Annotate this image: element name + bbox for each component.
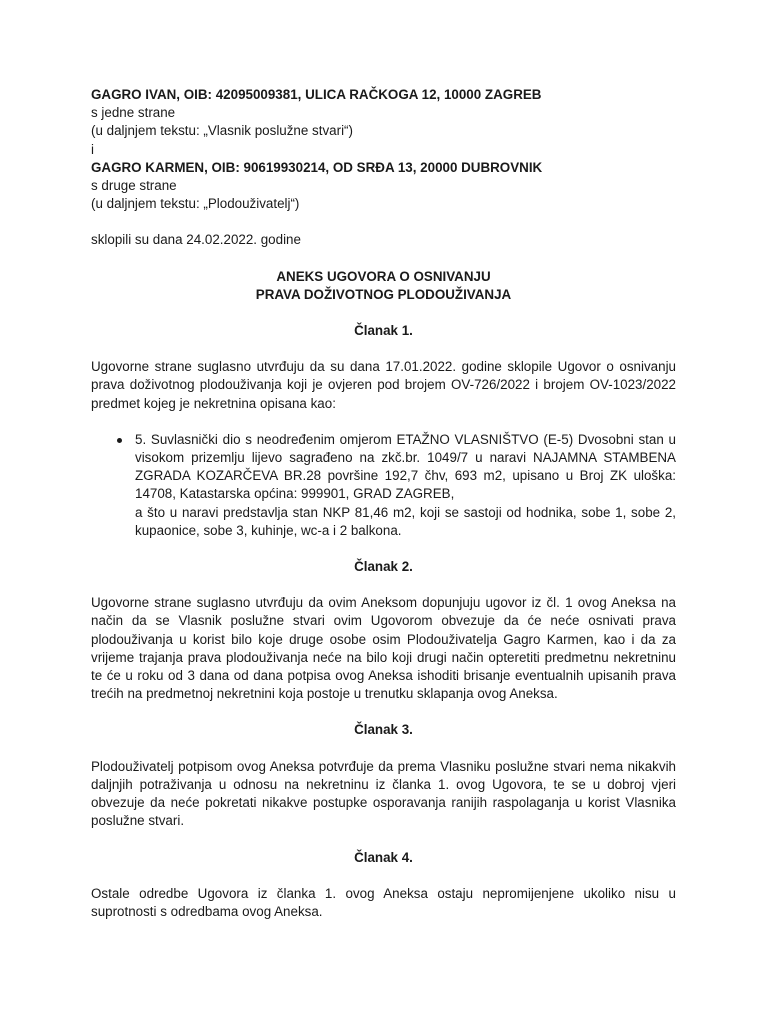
article-2 [91,558,676,703]
list-item: 5. Suvlasnički dio s neodređenim omjerom ETAŽNO VLASNIŠTVO (E-5) Dvosobni stan u visokom prizemlju lijevo sagrađeno na zkč.br. 1049/7 u naravi NAJAMNA STAMBENA ZGRADA KOZARČEVA BR.28 površine 192,7 čhv, 693 m2, upisano u Broj ZK uloška: 14708, Katastarska općina: 999901, GRAD ZAGREB, [135,431,676,502]
list-item-continuation: a što u naravi predstavlja stan NKP 81,46 m2, koji se sastoji od hodnika, sobe 1, sobe 2, kupaonice, sobe 3, kuhinje, wc-a i 2 balkona. [135,504,676,538]
article-heading: Članak 2. [354,559,413,575]
party2-line: GAGRO KARMEN, OIB: 90619930214, OD SRĐA 13, 20000 DUBROVNIK [91,159,543,175]
title-line-2: PRAVA DOŽIVOTNOG PLODOUŽIVANJA [255,286,512,302]
article-heading: Članak 3. [354,722,413,738]
conjunction: i [91,141,94,157]
parties-block [91,86,676,213]
article-text: Plodouživatelj potpisom ovog Aneksa potvrđuje da prema Vlasniku poslužne stvari nema nikakvih daljnjih potraživanja u odnosu na nekretninu iz članka 1. ovog Ugovora, te se u dobroj vjeri obvezuje da neće pokretati nikakve postupke osporavanja ranijih raspolaganja u korist Vlasnika poslužne stvari. [91,758,676,829]
property-list [91,431,676,540]
party1-reference: (u daljnjem tekstu: „Vlasnik poslužne stvari“) [91,123,353,139]
article-4 [91,849,676,922]
party2-side: s druge strane [91,178,177,194]
title-line-1: ANEKS UGOVORA O OSNIVANJU [276,268,491,284]
party2-reference: (u daljnjem tekstu: „Plodouživatelj“) [91,196,300,212]
party1-line: GAGRO IVAN, OIB: 42095009381, ULICA RAČKOGA 12, 10000 ZAGREB [91,87,542,102]
article-1 [91,322,676,540]
party1-side: s jedne strane [91,105,176,121]
article-text: Ostale odredbe Ugovora iz članka 1. ovog Aneksa ostaju nepromijenjene ukoliko nisu u suprotnosti s odredbama ovog Aneksa. [91,885,676,919]
article-heading: Članak 1. [354,323,413,339]
document-title [91,268,676,304]
document-page [91,86,676,921]
article-3 [91,721,676,830]
article-text: Ugovorne strane suglasno utvrđuju da ovim Aneksom dopunjuju ugovor iz čl. 1 ovog Aneksa na način da se Vlasnik poslužne stvari ovim Ugovorom obvezuje da će neće osnivati prava plodouživanja u korist bilo koje druge osobe osim Plodouživatelja Gagro Karmen, kao i da za vrijeme trajanja prava plodouživanja neće na bilo koji drugi način opteretiti predmetnu nekretninu te će u roku od 3 dana od dana potpisa ovog Aneksa ishoditi brisanje eventualnih upisanih prava trećih na predmetnoj nekretnini koja postoje u trenutku sklapanja ovog Aneksa. [91,595,676,702]
concluded-date: sklopili su dana 24.02.2022. godine [91,232,301,248]
article-text: Ugovorne strane suglasno utvrđuju da su dana 17.01.2022. godine sklopile Ugovor o osnivanju prava doživotnog plodouživanja koji je ovjeren pod brojem OV-726/2022 i brojem OV-1023/2022 predmet kojeg je nekretnina opisana kao: [91,359,676,411]
bullet-icon [117,438,122,443]
article-heading: Članak 4. [354,849,413,865]
